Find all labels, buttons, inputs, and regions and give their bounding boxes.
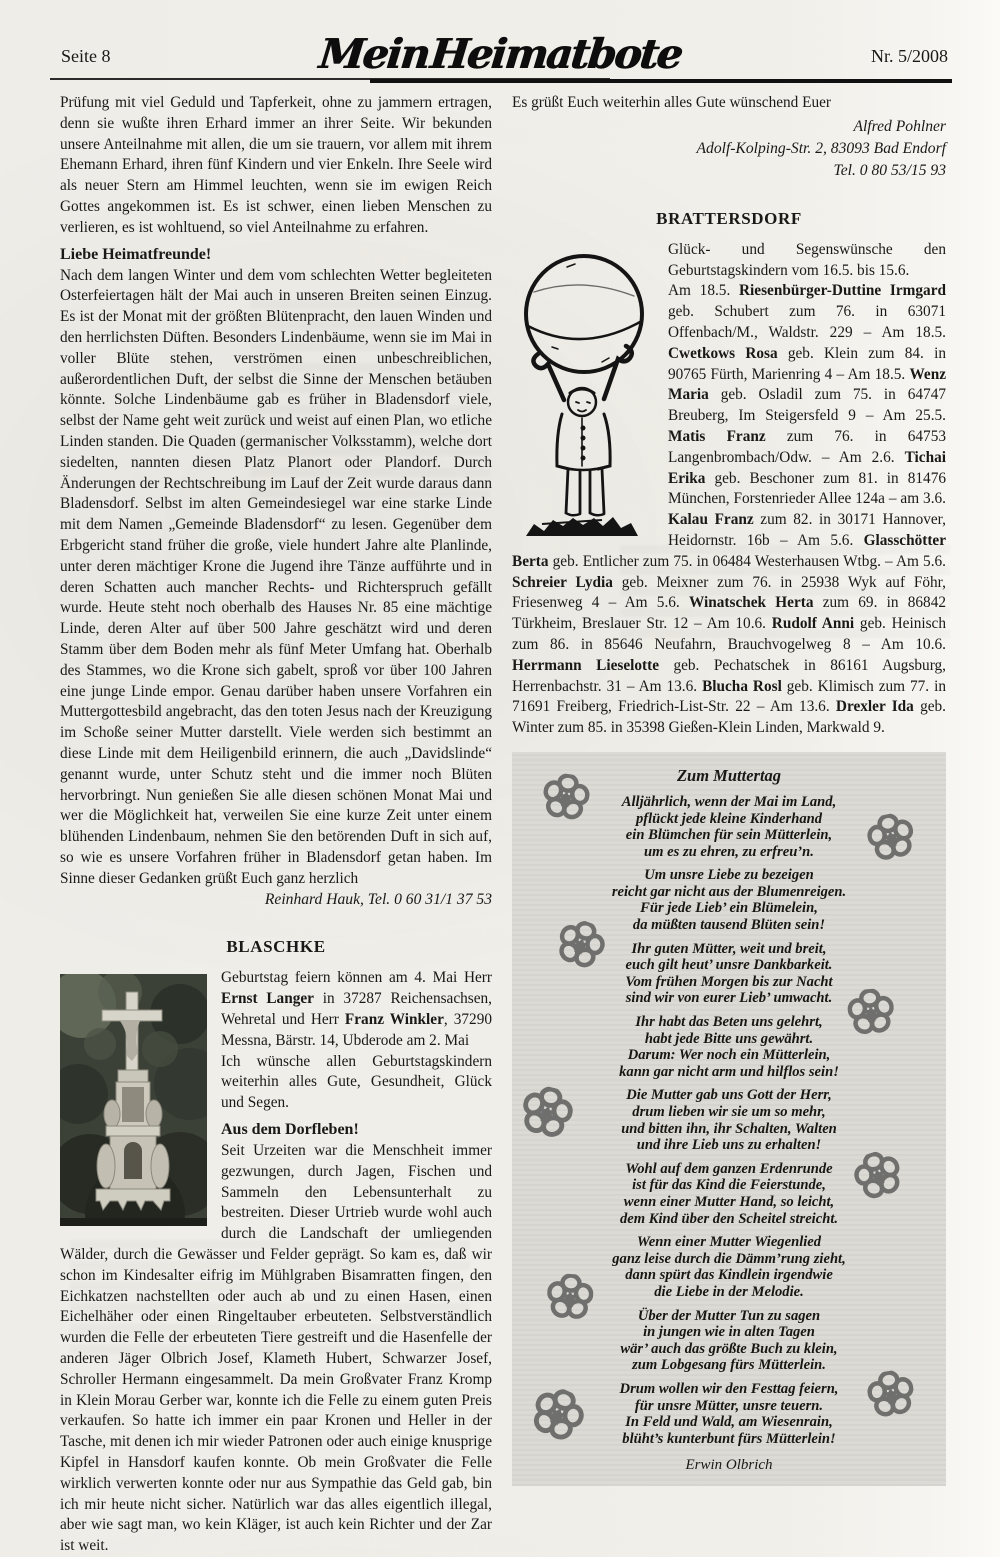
greeting-line: Es grüßt Euch weiterhin alles Gute wünschend Euer <box>512 94 832 111</box>
heimatfreunde-paragraph: Nach dem langen Winter und dem vom schlechten Wetter begleiteten Osterfeiertagen hält der Mai auch in unseren Breiten seinen Einzug. Es ist der Monat mit der größten Blütenpracht, den lauen Winden und den herrlichsten Düften. Besonders Lindenbäume, wenn sie im Mai in voller Blüte stehen, verströmen einen unbeschreiblichen, außerordentlichen Duft, der selbst die Sinne der Menschen betäuben könnte. Solche Lindenbäume gab es früher in Bladensdorf viele, selbst der Name geht weit zurück und weist auf einen Plan, wo etliche Linden standen. Die Quaden (germanischer Volksstamm), welche dort siedelten, nannten diesen Platz Planort oder Plandorf. Durch Änderungen der Rechtschreibung im Lauf der Zeit wurde daraus dann Bladensdorf. Selbst im alten Gemeindesiegel war eine starke Linde mit dem Namen „Gemeinde Bladensdorf“ zu lesen. Gegenüber dem Erbgericht stand früher die große, viele hundert Jahre alte Planlinde, unter deren mächtiger Krone die Jugend ihre Tänze aufführte und in deren Schatten auch mancher Rechts- und Richterspruch gefällt wurde. Heute steht noch oberhalb des Hauses Nr. 85 eine mächtige Linde, deren Alter auf über 500 Jahre geschätzt wird und deren Stamm über dem Boden mehr als fünf Meter Umfang hat. Oberhalb des Stammes, wo die Krone sich gabelt, sproß vor über 100 Jahren eine junge Linde empor. Genau darüber haben unsere Vorfahren ein Muttergottesbild angebracht, das den toten Jesus nach der Kreuzigung im Schoße seiner Mutter darstellt. Viele werden sich bestimmt an diese Linde mit dem Heiligenbild erinnern, die auch „Davidslinde“ genannt wurde, unter Schutz steht und die immer noch Blüten hervorbringt. Nun genießen Sie alle diesen schönen Monat Mai und wer die Möglichkeit hat, verweilen Sie eine kurze Zeit unter einem blühenden Lindenbaum, nehmen Sie den betörenden Duft in sich auf, so wie es unsere Vorfahren früher in Bladensdorf getan haben. Im Sinne dieser Gedanken grüßt Euch ganz herzlich <box>60 266 492 887</box>
muttertag-stanzas <box>526 794 932 1447</box>
brattersdorf-heading: BRATTERSDORF <box>656 208 802 228</box>
page-number-label: Seite 8 <box>61 46 111 66</box>
brattersdorf-section <box>512 240 946 739</box>
brattersdorf-intro-paragraph: Glück- und Segenswünsche den Geburtstagskindern vom 16.5. bis 15.6. <box>668 240 946 279</box>
poem-stanza: Wohl auf dem ganzen Erdenrunde ist für das Kind die Feierstunde, wenn einer Mutter Hand, so leicht, dem Kind über den Scheitel streicht. <box>619 1160 839 1227</box>
heimatfreunde-heading: Liebe Heimatfreunde! <box>60 245 212 263</box>
blaschke-wishes-paragraph: Ich wünsche allen Geburtstagskindern weiterhin alles Gute, Gesundheit, Glück und Segen. <box>221 1052 492 1112</box>
muttertag-author: Erwin Olbrich <box>685 1457 773 1474</box>
poem-stanza: Die Mutter gab uns Gott der Herr, drum lieben wir sie um so mehr, und bitten ihn, ihr Schalten, Walten und ihre Lieb uns zu erhalten! <box>621 1087 837 1154</box>
poem-stanza: Ihr habt das Beten uns gelehrt, habt jede Bitte uns gewährt. Darum: Wer noch ein Mütterlein, kann gar nicht arm und hilflos sein! <box>619 1014 839 1080</box>
crucifix-monument-photo <box>60 974 207 1226</box>
header-rule-thick <box>370 79 952 83</box>
sender-address-block: Alfred Pohlner Adolf-Kolping-Str. 2, 83093 Bad Endorf Tel. 0 80 53/15 93 <box>696 117 946 179</box>
obituary-paragraph: Prüfung mit viel Geduld und Tapferkeit, ohne zu jammern ertragen, denn sie wußte ihren Erhard immer an ihrer Seite. Wir bekunden unsere Anteilnahme mit allen, die um sie trauern, vor allem mit ihrem Ehemann Erhard, ihren fünf Kindern und vier Enkeln. Ihre Seele wird als neuer Stern am Himmel leuchten, wenn sie im ewigen Reich Gottes angekommen ist. Es ist schwer, einen lieben Menschen zu verlieren, es ist wohltuend, so viel Anteilnahme zu erfahren. <box>60 94 492 236</box>
blaschke-heading: BLASCHKE <box>226 937 326 957</box>
poem-stanza: Drum wollen wir den Festtag feiern, für unsre Mütter, unsre teuern. In Feld und Wald, am Wiesenrain, blüht’s kunterbunt fürs Mütterlein! <box>619 1380 839 1447</box>
dorfleben-heading: Aus dem Dorfleben! <box>221 1121 359 1139</box>
blaschke-section <box>60 968 492 1557</box>
muttertag-poem-box <box>512 752 946 1486</box>
heimatfreunde-signature: Reinhard Hauk, Tel. 0 60 31/1 37 53 <box>264 891 492 909</box>
poem-stanza: Um unsre Liebe zu bezeigen reicht gar nicht aus der Blumenreigen. Für jede Lieb’ ein Blümelein, da müßten tausend Blüten sein! <box>611 867 847 934</box>
poem-stanza: Alljährlich, wenn der Mai im Land, pflückt jede kleine Kinderhand ein Blümchen für sein Mütterlein, um es zu ehren, zu erfreu’n. <box>621 793 837 860</box>
blaschke-birthday-paragraph: Geburtstag feiern können am 4. Mai Herr Ernst Langer in 37287 Reichensachsen, Wehretal und Herr Franz Winkler, 37290 Messna, Bärstr. 14, Ubderode am 2. Mai <box>221 969 492 1049</box>
right-column <box>512 93 946 1486</box>
poem-stanza: Über der Mutter Tun zu sagen in jungen wie in alten Tagen wär’ auch das größte Buch zu klein, zum Lobgesang fürs Mütterlein. <box>620 1307 838 1374</box>
brattersdorf-birthday-paragraph: Am 18.5. Riesenbürger-Duttine Irmgard geb. Schubert zum 76. in 63071 Offenbach/M., Waldstr. 229 – Am 18.5. Cwetkows Rosa geb. Klein zum 84. in 90765 Fürth, Marienring 4 – Am 18.5. Wenz Maria geb. Osladil zum 75. in 64747 Breuberg, Im Steigersfeld 9 – Am 25.5. Matis Franz zum 76. in 64753 Langenbrombach/Odw. – Am 2.6. Tichai Erika geb. Beschoner zum 81. in 81476 München, Forstenrieder Allee 124a – am 3.6. Kalau Franz zum 82. in 30171 Hannover, Heidornstr. 16b – Am 5.6. Glasschötter Berta geb. Entlicher zum 75. in 06484 Westerhausen Wtbg. – Am 5.6. Schreier Lydia geb. Meixner zum 76. in 25938 Wyk auf Föhr, Friesenweg 4 – Am 5.6. Winatschek Herta zum 69. in 86842 Türkheim, Breslauer Str. 12 – Am 10.6. Rudolf Anni geb. Heinisch zum 86. in 85646 Neufahrn, Brauchvogelweg 8 – Am 10.6. Herrmann Lieselotte geb. Pechatschek in 86161 Augsburg, Herrenbachstr. 31 – Am 13.6. Blucha Rosl geb. Klimisch zum 77. in 71691 Freiberg, Friedrich-List-Str. 22 – Am 13.6. Drexler Ida geb. Winter zum 85. in 35398 Gießen-Klein Linden, Markwald 9. <box>512 282 947 737</box>
muttertag-heading: Zum Muttertag <box>676 765 782 785</box>
poem-stanza: Wenn einer Mutter Wiegenlied ganz leise durch die Dämm’rung zieht, dann spürt das Kindlein irgendwie die Liebe in der Melodie. <box>612 1234 846 1300</box>
globe-carrier-drawing <box>512 242 654 542</box>
dorfleben-paragraph: Seit Urzeiten war die Menschheit immer gezwungen, durch Jagen, Fischen und Sammeln den Lebensunterhalt zu bestreiten. Dieser Urtrieb wurde wohl auch durch die Landschaft der umliegenden Wälder, durch die Gewässer und Felder geprägt. So kam es, daß wir schon im Kindesalter eifrig im Mühlgraben Bisamratten fingen, den Eichkatzen nachstellten oder auch ab und zu einen Hasen, einen Eichelhäher oder einen Ringeltauber erbeuteten. Selbstverständlich wurden die Felle der erbeuteten Tiere gestreift und die Hasenfelle der anderen Jäger Olbrich Josef, Klameth Hubert, Schwarzer Josef, Schroller Hermann eingesammelt. Da mein Großvater Franz Kromp in Klein Morau Gerber war, konnte ich die Felle zu einem guten Preis verkaufen. So hatte ich immer ein paar Kronen und Heller in der Tasche, mit denen ich mir wieder Patronen oder auch einige knusprige Kipfel in Hansdorf kaufen konnte. Ob mein Großvater die Felle wirklich verwerten konnte oder nur aus Sympathie das Geld gab, bin ich mir heute nicht sicher. Natürlich war das alles eigentlich illegal, aber wie sagt man, wo kein Kläger, ist auch kein Richter und der Zar ist weit. <box>60 1142 492 1555</box>
issue-number-label: Nr. 5/2008 <box>870 46 948 66</box>
left-column <box>60 93 492 1557</box>
masthead-title: Mein Heimatbote <box>316 30 684 78</box>
poem-stanza: Ihr guten Mütter, weit und breit, euch gilt heut’ unsre Dankbarkeit. Vom frühen Morgen bis zur Nacht sind wir von eurer Lieb’ umwacht. <box>625 940 833 1007</box>
